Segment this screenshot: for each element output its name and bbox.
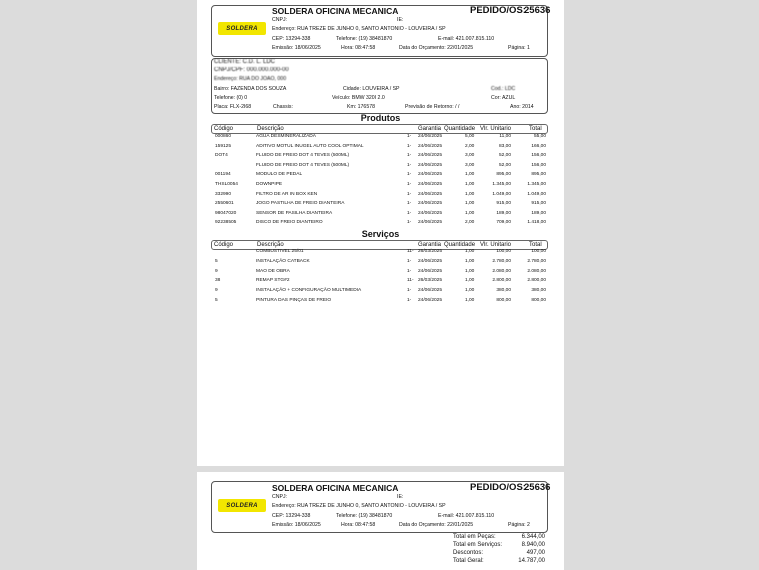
client-district: Bairro: FAZENDA DOS SOUZA — [214, 86, 287, 92]
item-unit-price: 1.345,00 — [492, 182, 511, 187]
item-quantity: 1,00 — [465, 298, 475, 303]
item-total: 166,00 — [531, 143, 546, 149]
item-quantity: 2,00 — [465, 143, 475, 149]
order-label: PEDIDO/OS: — [470, 482, 526, 493]
total-pecas-label: Total em Peças: — [453, 534, 496, 540]
item-date: 26/03/2025 — [418, 249, 443, 254]
item-code: 2550601 — [215, 201, 234, 207]
item-quantity: 3,00 — [465, 153, 475, 159]
vehicle-model: Veículo: BMW 320I 2.0 — [332, 95, 385, 101]
table-row — [211, 277, 547, 286]
item-total: 1.049,00 — [527, 191, 546, 197]
item-garantia: 1- — [407, 153, 412, 159]
total-geral-value: 14.787,00 — [518, 558, 545, 564]
emission-hour: Hora: 08:47:58 — [341, 45, 376, 51]
vehicle-plate: Placa: FLX-2I68 — [214, 104, 252, 110]
item-code: 000860 — [215, 134, 232, 139]
item-total: 100,00 — [531, 249, 546, 254]
item-total: 156,00 — [531, 153, 546, 159]
table-row — [211, 152, 547, 161]
cnpj-label: CNPJ: — [272, 494, 287, 500]
col-total: Total — [529, 241, 542, 248]
emission-date: Emissão: 18/06/2025 — [272, 522, 321, 528]
item-unit-price: 800,00 — [496, 298, 511, 303]
emission-date: Emissão: 18/06/2025 — [272, 45, 321, 51]
item-quantity: 5,00 — [465, 134, 475, 139]
col-quantidade: Quantidade — [444, 125, 476, 132]
item-description: REMAP STG#2 — [256, 278, 290, 284]
table-row — [211, 181, 547, 190]
item-unit-price: 189,00 — [496, 210, 511, 216]
client-city: Cidade: LOUVEIRA / SP — [343, 86, 400, 92]
item-code: 92238505 — [215, 220, 237, 226]
item-description: INSTALAÇÃO CATBACK — [256, 258, 310, 264]
item-code: 5 — [215, 298, 218, 303]
vehicle-chassis: Chassis: — [273, 104, 293, 110]
order-number: 25636 — [524, 482, 551, 493]
item-quantity: 1,00 — [465, 201, 475, 207]
products-title: Produtos — [360, 113, 401, 123]
item-date: 24/06/2025 — [418, 210, 443, 216]
item-description: PINTURA DAS PINÇAS DE FREIO — [256, 298, 332, 303]
item-description: DISCO DE FREIO DIANTEIRO — [256, 220, 323, 226]
item-date: 24/06/2025 — [418, 268, 443, 274]
item-garantia: 11- — [407, 278, 414, 284]
item-description: FLUIDO DE FREIO DOT 4 TEVES (500ML) — [256, 162, 350, 168]
table-row — [211, 133, 547, 142]
item-total: 2.080,00 — [527, 268, 546, 274]
item-date: 24/06/2025 — [418, 162, 443, 168]
item-garantia: 1- — [407, 258, 412, 264]
item-description: FLUIDO DE FREIO DOT 4 TEVES (500ML) — [256, 153, 350, 159]
item-date: 24/06/2025 — [418, 258, 443, 264]
item-code: 5 — [215, 258, 218, 264]
table-row — [211, 171, 547, 180]
company-email: E-mail: 421.007.815.110 — [438, 36, 495, 42]
col-total: Total — [529, 125, 542, 132]
item-description: JOGO PASTILHA DE FREIO DIANTEIRA — [256, 201, 345, 207]
document-page-1 — [197, 0, 564, 466]
order-label: PEDIDO/OS: — [470, 5, 526, 16]
table-row — [211, 219, 547, 228]
item-unit-price: 2.800,00 — [492, 278, 511, 284]
total-pecas-value: 6.344,00 — [521, 534, 545, 540]
order-number: 25636 — [524, 5, 551, 16]
item-description: MAO DE OBRA — [256, 268, 290, 274]
item-date: 24/06/2025 — [418, 143, 443, 149]
col-garantia: Garantia — [418, 241, 442, 248]
item-unit-price: 52,00 — [498, 153, 511, 159]
col-descricao: Descrição — [257, 241, 284, 248]
page-number: Página: 2 — [508, 522, 530, 528]
item-description: COMBUSTIVEL 25/01 — [256, 249, 304, 254]
item-code: 38 — [215, 278, 221, 284]
item-code: 332990 — [215, 191, 232, 197]
item-description: ADITIVO MOTUL INUGEL AUTO COOL OPTIMAL — [256, 143, 364, 149]
item-date: 24/06/2025 — [418, 134, 443, 139]
col-garantia: Garantia — [418, 125, 442, 132]
item-description: DOWNPIPE — [256, 182, 283, 187]
col-descricao: Descrição — [257, 125, 284, 132]
item-total: 800,00 — [531, 298, 546, 303]
item-garantia: 1- — [407, 182, 412, 187]
table-row — [211, 268, 547, 277]
table-row — [211, 191, 547, 200]
company-phone: Telefone: (19) 38481870 — [336, 36, 393, 42]
item-unit-price: 915,00 — [496, 201, 511, 207]
item-total: 1.345,00 — [527, 182, 546, 187]
item-quantity: 1,00 — [465, 268, 475, 274]
item-code: 159125 — [215, 143, 232, 149]
item-garantia: 1- — [407, 143, 412, 149]
total-servicos-value: 8.940,00 — [521, 542, 545, 548]
return-forecast: Previsão de Retorno: / / — [405, 104, 460, 110]
table-row — [211, 297, 547, 306]
item-garantia: 1- — [407, 298, 412, 303]
table-row — [211, 287, 547, 296]
item-garantia: 1- — [407, 288, 412, 294]
item-quantity: 1,00 — [465, 191, 475, 197]
item-total: 156,00 — [531, 162, 546, 168]
budget-date: Data do Orçamento: 22/01/2025 — [399, 522, 474, 528]
table-row — [211, 210, 547, 219]
item-garantia: 1- — [407, 172, 412, 178]
item-unit-price: 709,00 — [496, 220, 511, 226]
table-row — [211, 143, 547, 152]
item-code: DOT4 — [215, 153, 228, 159]
item-code: 9 — [215, 288, 218, 294]
col-vr-unitario: Vlr. Unitario — [480, 241, 512, 248]
total-geral-label: Total Geral: — [453, 558, 484, 564]
company-address: Endereço: RUA TREZE DE JUNHO 0, SANTO ANTONIO - LOUVEIRA / SP — [272, 503, 446, 509]
item-quantity: 2,00 — [465, 220, 475, 226]
item-quantity: 3,00 — [465, 162, 475, 168]
item-description: AGUA DESMINERALIZADA — [256, 134, 316, 139]
item-garantia: 1- — [407, 201, 412, 207]
item-garantia: 1- — [407, 162, 412, 168]
item-garantia: 1- — [407, 210, 412, 216]
descontos-value: 497,00 — [526, 550, 545, 556]
vehicle-km: Km: 176578 — [347, 104, 375, 110]
item-garantia: 1- — [407, 134, 412, 139]
company-phone: Telefone: (19) 38481870 — [336, 513, 393, 519]
client-phone: Telefone: (0) 0 — [214, 95, 248, 101]
vehicle-year: Ano: 2014 — [510, 104, 534, 110]
item-garantia: 11- — [407, 249, 414, 254]
cnpj-label: CNPJ: — [272, 17, 287, 23]
col-codigo: Código — [214, 125, 234, 132]
item-unit-price: 380,00 — [496, 288, 511, 294]
company-email: E-mail: 421.007.815.110 — [438, 513, 495, 519]
document-page-2 — [197, 472, 564, 570]
item-unit-price: 83,00 — [498, 143, 511, 149]
item-description: MODULO DE PEDAL — [256, 172, 303, 178]
col-codigo: Código — [214, 241, 234, 248]
item-garantia: 1- — [407, 191, 412, 197]
item-code: 001194 — [215, 172, 231, 178]
item-unit-price: 52,00 — [498, 162, 511, 168]
item-total: 380,00 — [531, 288, 546, 294]
ie-label: IE: — [397, 494, 404, 500]
company-address: Endereço: RUA TREZE DE JUNHO 0, SANTO ANTONIO - LOUVEIRA / SP — [272, 26, 446, 32]
col-vr-unitario: Vlr. Unitario — [480, 125, 512, 132]
item-total: 2.780,00 — [527, 258, 546, 264]
item-unit-price: 1.049,00 — [492, 191, 511, 197]
item-total: 915,00 — [531, 201, 546, 207]
descontos-label: Descontos: — [453, 550, 484, 556]
company-logo: SOLDERA — [218, 499, 266, 512]
company-name: SOLDERA OFICINA MECANICA — [272, 6, 399, 16]
item-quantity: 1,00 — [465, 172, 475, 178]
item-code: THSL0054 — [215, 182, 238, 187]
item-total: 55,00 — [533, 134, 546, 139]
item-unit-price: 2.080,00 — [492, 268, 511, 274]
col-quantidade: Quantidade — [444, 241, 476, 248]
item-unit-price: 11,00 — [499, 134, 511, 139]
item-unit-price: 2.780,00 — [492, 258, 511, 264]
company-logo: SOLDERA — [218, 22, 266, 35]
item-date: 24/06/2025 — [418, 182, 443, 187]
client-contact: Cod.: LDC — [491, 86, 516, 92]
client-name: CLIENTE: C.D. L. LDC — [214, 59, 276, 65]
item-code: 98047020 — [215, 210, 237, 216]
item-code: 9 — [215, 268, 218, 274]
item-date: 24/06/2025 — [418, 172, 443, 178]
item-total: 895,00 — [531, 172, 546, 178]
total-servicos-label: Total em Serviços: — [453, 542, 503, 548]
item-date: 24/06/2025 — [418, 153, 443, 159]
item-date: 24/06/2025 — [418, 191, 443, 197]
services-title: Serviços — [361, 229, 400, 239]
item-quantity: 1,00 — [465, 182, 475, 187]
company-cep: CEP: 13294-338 — [272, 36, 311, 42]
table-row — [211, 200, 547, 209]
table-row — [211, 162, 547, 171]
table-row — [211, 248, 547, 257]
item-date: 24/06/2025 — [418, 201, 443, 207]
item-total: 2.800,00 — [527, 278, 546, 284]
item-description: INSTALAÇÃO + CONFIGURAÇÃO MULTIMEDIA — [256, 288, 362, 294]
budget-date: Data do Orçamento: 22/01/2025 — [399, 45, 474, 51]
item-date: 24/06/2025 — [418, 298, 443, 303]
item-date: 26/03/2025 — [418, 278, 443, 284]
item-date: 24/06/2025 — [418, 220, 443, 226]
item-date: 24/06/2025 — [418, 288, 443, 294]
company-name: SOLDERA OFICINA MECANICA — [272, 483, 399, 493]
item-total: 189,00 — [531, 210, 546, 216]
vehicle-color: Cor: AZUL — [491, 95, 516, 101]
page-number: Página: 1 — [508, 45, 530, 51]
company-cep: CEP: 13294-338 — [272, 513, 311, 519]
ie-label: IE: — [397, 17, 404, 23]
item-quantity: 1,00 — [465, 278, 475, 284]
item-quantity: 1,00 — [465, 258, 475, 264]
item-garantia: 1- — [407, 220, 412, 226]
item-quantity: 1,00 — [465, 249, 475, 254]
item-unit-price: 895,00 — [496, 172, 511, 178]
emission-hour: Hora: 08:47:58 — [341, 522, 376, 528]
item-quantity: 1,00 — [465, 288, 475, 294]
table-row — [211, 258, 547, 267]
item-total: 1.418,00 — [527, 220, 546, 226]
item-description: SENSOR DE PASILHA DIANTEIRA — [256, 210, 333, 216]
item-quantity: 1,00 — [465, 210, 475, 216]
item-garantia: 1- — [407, 268, 412, 274]
item-unit-price: 100,00 — [496, 249, 511, 254]
client-address: Endereço: RUA DO JOAO, 000 — [214, 76, 287, 82]
item-description: FILTRO DE AR IN BOX KEN — [256, 191, 318, 197]
client-document: CNPJ/CPF: 000.000.000-00 — [214, 67, 289, 73]
